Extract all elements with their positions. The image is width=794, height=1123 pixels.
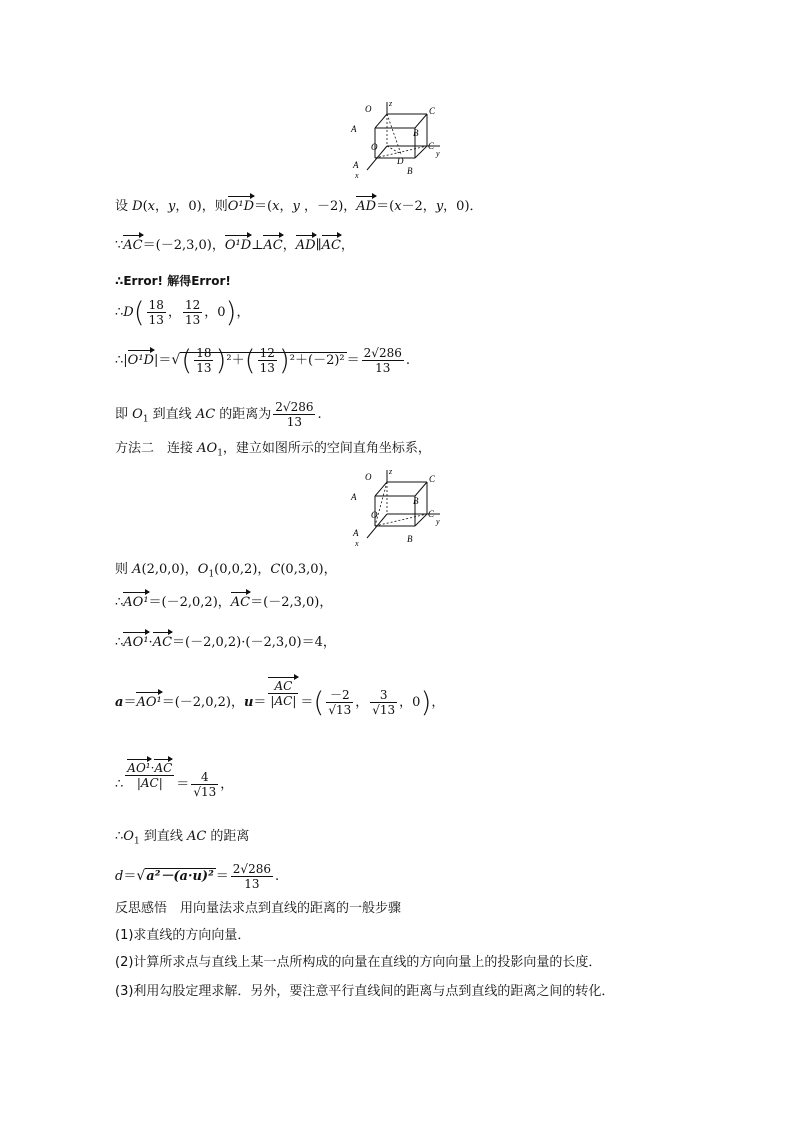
label-b: B bbox=[407, 166, 413, 176]
label-d: D bbox=[397, 156, 404, 166]
label-x: x bbox=[355, 171, 359, 180]
line-7-method-two: 方法二 连接 $AO_1$，建立如图所示的空间直角坐标系， bbox=[115, 441, 431, 459]
vector-ad: AD bbox=[356, 199, 377, 214]
line-5: ∴|O¹D|＝√( $\frac{18}{13}$ )²＋( $\frac{12}{13}$ )²＋(－2)² ＝ $\frac{2√286}{13}$ . bbox=[115, 343, 410, 377]
label-a: A bbox=[353, 528, 359, 538]
vector-o1d: O¹D bbox=[227, 199, 255, 214]
cuboid-figure-1 bbox=[345, 98, 450, 180]
step-2: (2)计算所求点与直线上某一点所构成的向量在直线的方向向量上的投影向量的长度． bbox=[115, 955, 602, 970]
label-c: C bbox=[428, 509, 435, 519]
line-12: ∴ $\frac{\text{AO¹·AC}}{|AC|}$ ＝ $\frac{4}{√13}$ ， bbox=[115, 761, 234, 799]
label-a1: A bbox=[351, 492, 357, 502]
label-c1: C bbox=[429, 474, 436, 484]
label-b: B bbox=[407, 534, 413, 544]
label-b1: B bbox=[413, 128, 419, 138]
line-3-error: ∴Error! 解得Error! bbox=[115, 274, 231, 288]
label-x: x bbox=[355, 539, 359, 548]
reflection-title: 反思感悟 用向量法求点到直线的距离的一般步骤 bbox=[115, 901, 402, 916]
label-b1: B bbox=[413, 496, 419, 506]
line-9: ∴AO¹＝(－2,0,2)，AC＝(－2,3,0)， bbox=[115, 595, 333, 610]
label-o1: O bbox=[365, 104, 372, 114]
line-4: ∴D( $\frac{18}{13}$ ， $\frac{12}{13}$ ，0)， bbox=[115, 295, 250, 329]
label-a: A bbox=[353, 160, 359, 170]
label-y: y bbox=[436, 149, 440, 158]
line-13: $\therefore O_1$ 到直线 AC 的距离 bbox=[115, 829, 250, 847]
label-o: O bbox=[371, 142, 378, 152]
label-z: z bbox=[389, 467, 393, 476]
label-o: O bbox=[371, 510, 378, 520]
label-o1: O bbox=[365, 472, 372, 482]
line-6: 即 $O_1$ 到直线 AC 的距离为 $\frac{2√286}{13}$ . bbox=[115, 400, 322, 429]
line-11: a＝AO¹＝(－2,0,2)，u＝ $\frac{AC}{|AC|}$ ＝( $\frac{-2}{√13}$ ， $\frac{3}{√13}$ ，0)， bbox=[115, 679, 445, 719]
line-10: ∴AO¹·AC＝(－2,0,2)·(－2,3,0)＝4， bbox=[115, 635, 336, 650]
cuboid-figure-2 bbox=[345, 466, 450, 548]
line-2: ∵AC＝(－2,3,0)，O¹D⊥AC，AD∥AC， bbox=[115, 238, 354, 253]
step-3: (3)利用勾股定理求解．另外，要注意平行直线间的距离与点到直线的距离之间的转化． bbox=[115, 984, 615, 999]
label-a1: A bbox=[351, 124, 357, 134]
label-y: y bbox=[436, 517, 440, 526]
label-c1: C bbox=[429, 106, 436, 116]
label-z: z bbox=[389, 99, 393, 108]
step-1: (1)求直线的方向向量． bbox=[115, 928, 251, 943]
line-1: 设 D(x，y，0)，则O¹D＝(x，y ，－2)，AD＝(x－2，y，0)． bbox=[115, 199, 483, 214]
line-8: 则 A(2,0,0)，$O_1(0,0,2)$，C(0,3,0)， bbox=[115, 562, 337, 580]
label-c: C bbox=[428, 141, 435, 151]
line-14: d＝√a²－(a·u)² ＝ $\frac{2√286}{13}$ . bbox=[115, 862, 280, 891]
